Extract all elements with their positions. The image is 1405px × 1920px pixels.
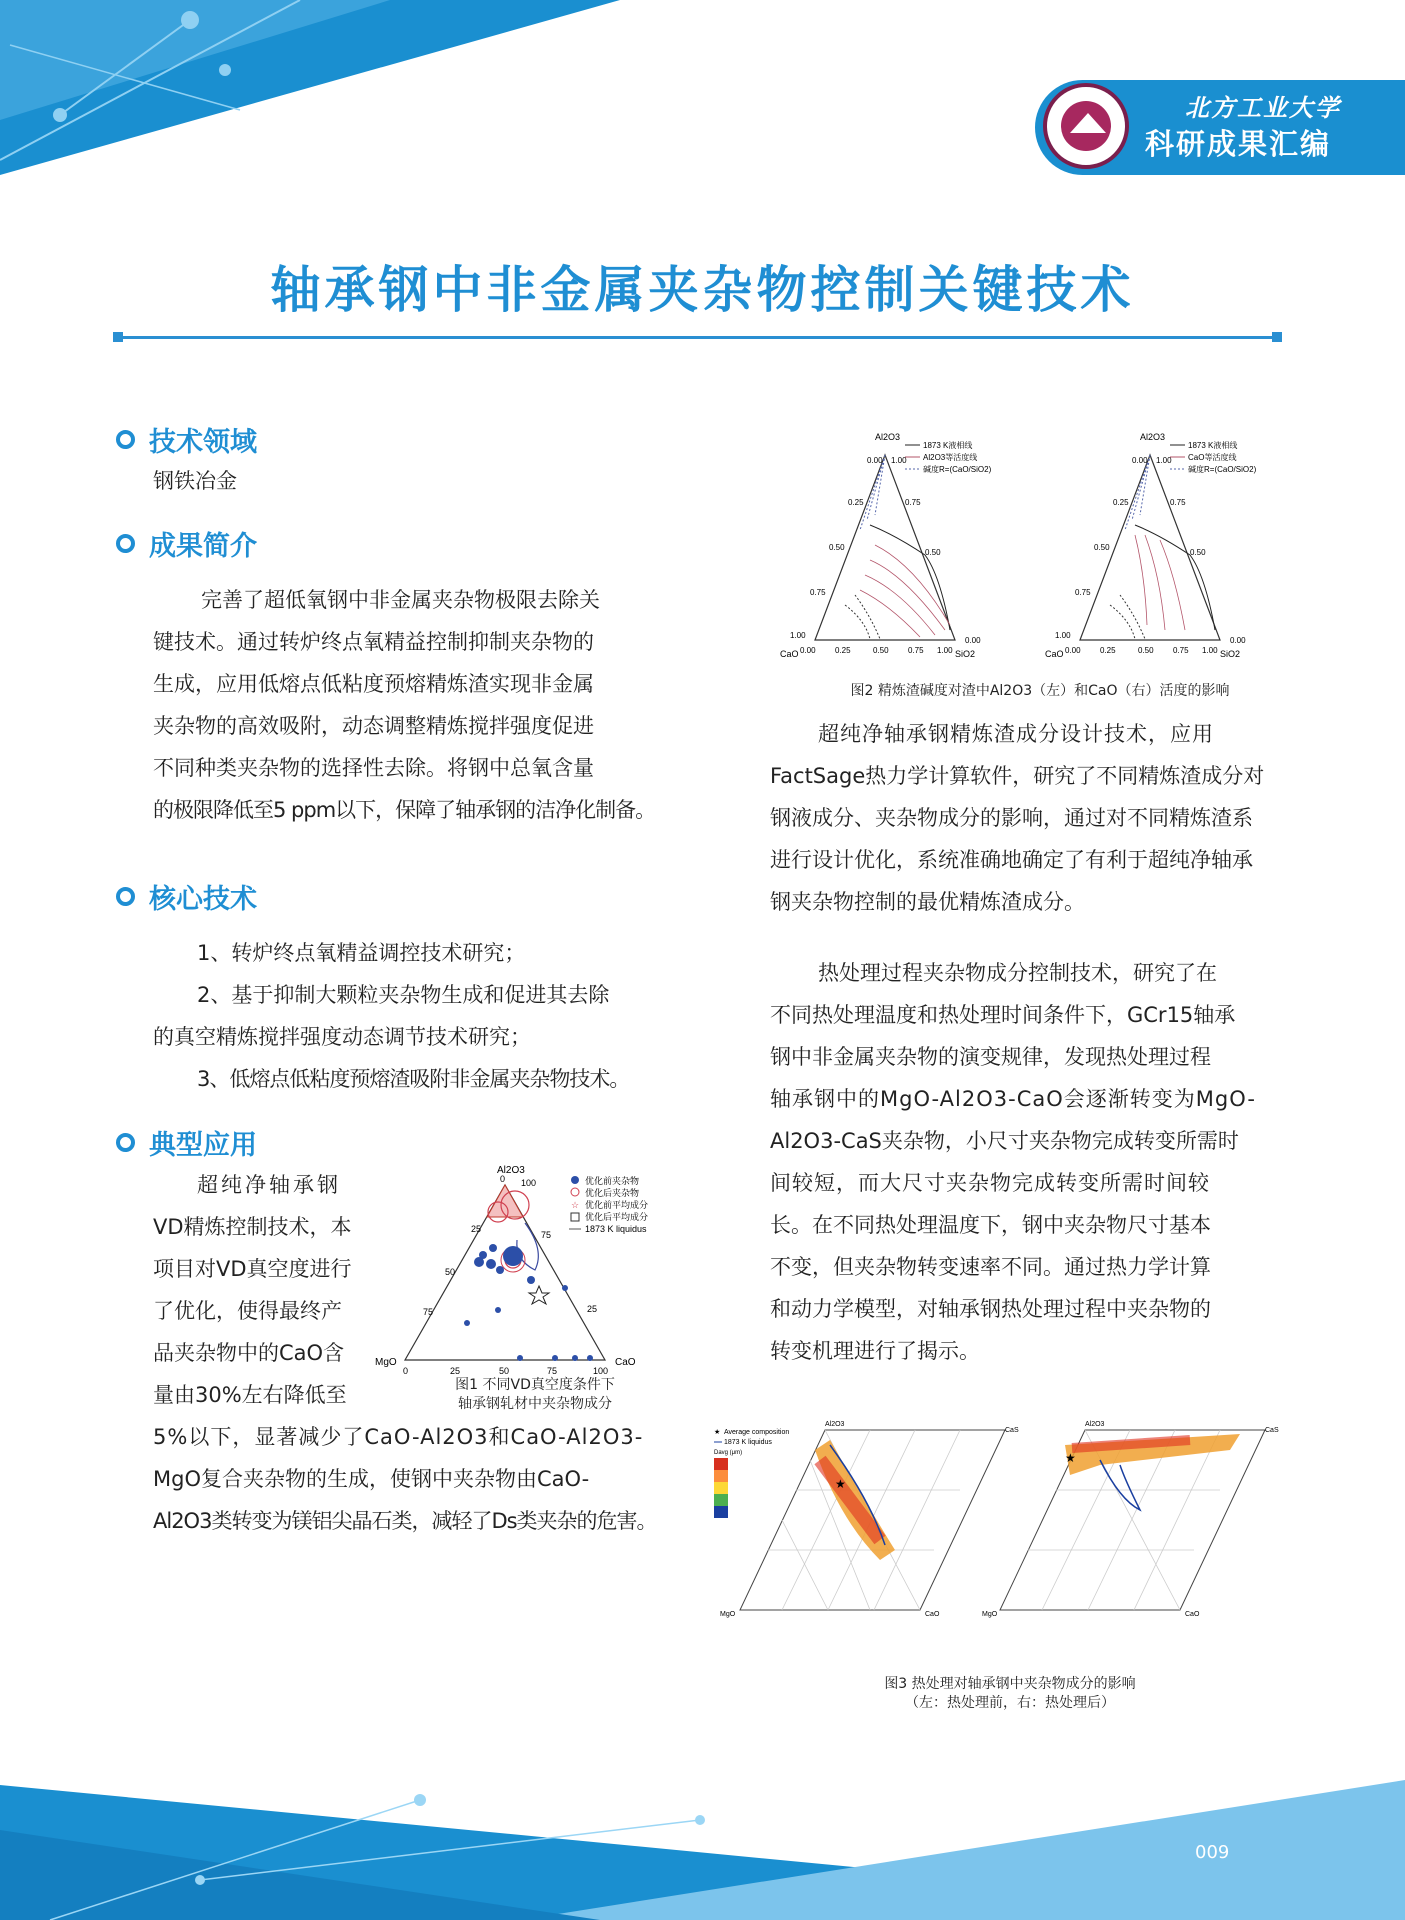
- core-list: [153, 932, 673, 1100]
- field-text: 钢铁冶金: [153, 469, 237, 493]
- fig1-tick: 100: [593, 1366, 609, 1376]
- svg-text:1.00: 1.00: [1055, 631, 1071, 640]
- svg-text:0.25: 0.25: [835, 646, 851, 655]
- figure-2-ternary-diagrams: [775, 425, 1315, 665]
- fig1-tick: 0: [403, 1366, 409, 1376]
- figure-3-caption: 图3 热处理对轴承钢中夹杂物成分的影响 （左：热处理前，右：热处理后）: [884, 1676, 1136, 1711]
- svg-text:优化前夹杂物: 优化前夹杂物: [585, 1176, 640, 1186]
- fig1-tick: 0: [500, 1174, 506, 1184]
- svg-text:1.00: 1.00: [937, 646, 953, 655]
- svg-text:0.00: 0.00: [1132, 456, 1148, 465]
- circle-bullet-icon: [116, 534, 135, 553]
- fig1-legend: [569, 1175, 648, 1234]
- svg-text:0.00: 0.00: [965, 636, 981, 645]
- university-seal-icon: [1043, 83, 1129, 169]
- brand-banner: [1035, 80, 1405, 175]
- section-heading-field: 技术领域: [116, 420, 257, 459]
- figure-3-ternary-diagrams: [714, 1420, 1300, 1620]
- svg-text:Al2O3: Al2O3: [1085, 1421, 1105, 1428]
- fig2-left-diagram: [780, 432, 992, 659]
- summary-paragraph: 完善了超低氧钢中非金属夹杂物极限去除关 键技术。通过转炉终点氧精益控制抑制夹杂物的 生成，应用低熔点低粘度预熔精炼渣实现非金属 夹杂物的高效吸附，动态调整精炼搅拌强度促进 不同种类夹杂物的选择性去除。将钢中总氧含量 的极限降低至5 ppm以下，保障了轴承钢的洁净化制备。: [153, 588, 656, 822]
- svg-text:0.00: 0.00: [1230, 636, 1246, 645]
- fig1-tick: 50: [445, 1267, 456, 1277]
- svg-text:优化后夹杂物: 优化后夹杂物: [585, 1188, 640, 1198]
- fig2-right-apex-top: Al2O3: [1140, 432, 1166, 442]
- svg-text:0.50: 0.50: [829, 543, 845, 552]
- svg-text:CaO: CaO: [1185, 1611, 1200, 1618]
- figure-1-caption: 图1 不同VD真空度条件下 轴承钢轧材中夹杂物成分: [455, 1377, 615, 1412]
- svg-text:优化后平均成分: 优化后平均成分: [585, 1212, 649, 1222]
- svg-text:Al2O3: Al2O3: [825, 1421, 845, 1428]
- svg-text:1.00: 1.00: [1156, 456, 1172, 465]
- fig2-right-apex-left: CaO: [1045, 649, 1064, 659]
- fig2-left-apex-right: SiO2: [955, 649, 976, 659]
- svg-text:1873 K液相线: 1873 K液相线: [923, 441, 973, 450]
- svg-text:0.00: 0.00: [1065, 646, 1081, 655]
- fig1-tick: 25: [587, 1304, 598, 1314]
- section-heading-core: 核心技术: [116, 877, 257, 916]
- svg-text:0.00: 0.00: [800, 646, 816, 655]
- fig1-apex-top: Al2O3: [497, 1165, 525, 1176]
- fig2-left-apex-top: Al2O3: [875, 432, 901, 442]
- svg-text:CaS: CaS: [1265, 1427, 1279, 1434]
- star-icon: ★: [1065, 1451, 1076, 1465]
- application-paragraph-wide: 5%以下，显著减少了CaO-Al2O3和CaO-Al2O3- MgO复合夹杂物的生成，使钢中夹杂物由CaO- Al2O3类转变为镁铝尖晶石类，减轻了Ds类夹杂的危害。: [153, 1425, 657, 1533]
- svg-text:碱度R=(CaO/SiO2): 碱度R=(CaO/SiO2): [923, 465, 992, 474]
- fig2-right-apex-right: SiO2: [1220, 649, 1241, 659]
- figure-1-ternary-diagram: [375, 1160, 660, 1380]
- fig3-left-legend: [714, 1428, 789, 1518]
- svg-text:0.25: 0.25: [848, 498, 864, 507]
- fig1-apex-left: MgO: [375, 1357, 397, 1368]
- svg-text:1.00: 1.00: [891, 456, 907, 465]
- svg-text:0.50: 0.50: [1190, 548, 1206, 557]
- svg-text:0.75: 0.75: [1075, 588, 1091, 597]
- fig1-tick: 75: [541, 1230, 552, 1240]
- fig1-tick: 100: [521, 1178, 537, 1188]
- fig3-left-diagram: [720, 1421, 1019, 1618]
- svg-text:1.00: 1.00: [790, 631, 806, 640]
- svg-text:0.75: 0.75: [810, 588, 826, 597]
- svg-text:MgO: MgO: [720, 1611, 736, 1618]
- svg-text:1873 K液相线: 1873 K液相线: [1188, 441, 1238, 450]
- svg-text:碱度R=(CaO/SiO2): 碱度R=(CaO/SiO2): [1188, 465, 1257, 474]
- application-paragraph-narrow: 超纯净轴承钢 VD精炼控制技术，本 项目对VD真空度进行 了优化，使得最终产 品夹杂物中的CaO含 量由30%左右降低至: [153, 1173, 352, 1407]
- series-name: 科研成果汇编: [1145, 127, 1332, 161]
- svg-text:0.50: 0.50: [925, 548, 941, 557]
- svg-text:0.00: 0.00: [867, 456, 883, 465]
- circle-bullet-icon: [116, 430, 135, 449]
- svg-text:0.25: 0.25: [1113, 498, 1129, 507]
- circle-bullet-icon: [116, 887, 135, 906]
- circle-bullet-icon: [116, 1133, 135, 1152]
- slag-design-paragraph: 超纯净轴承钢精炼渣成分设计技术，应用 FactSage热力学计算软件，研究了不同精炼渣成分对 钢液成分、夹杂物成分的影响，通过对不同精炼渣系 进行设计优化，系统准确地确定了有利于超纯净轴承 钢夹杂物控制的最优精炼渣成分。: [770, 722, 1265, 914]
- fig1-apex-right: CaO: [615, 1357, 636, 1368]
- footer-decoration: [0, 1760, 1405, 1920]
- figure-2-caption: 图2 精炼渣碱度对渣中Al2O3（左）和CaO（右）活度的影响: [850, 683, 1230, 699]
- svg-text:★: ★: [714, 1429, 721, 1436]
- heat-treatment-paragraph: 热处理过程夹杂物成分控制技术，研究了在 不同热处理温度和热处理时间条件下，GCr15轴承 钢中非金属夹杂物的演变规律，发现热处理过程 轴承钢中的MgO-Al2O3-CaO会逐渐转变为MgO- Al2O3-CaS夹杂物，小尺寸夹杂物完成转变所需时 间较短，而大尺寸夹杂物完成转变所需时间较 长。在不同热处理温度下，钢中夹杂物尺寸基本 不变，但夹杂物转变速率不同。通过热力学计算 和动力学模型，对轴承钢热处理过程中夹杂物的 转变机理进行了揭示。: [770, 961, 1256, 1363]
- section-heading-application: 典型应用: [116, 1123, 257, 1162]
- svg-text:0.50: 0.50: [1094, 543, 1110, 552]
- svg-text:1.00: 1.00: [1202, 646, 1218, 655]
- svg-text:Al2O3等活度线: Al2O3等活度线: [923, 453, 978, 462]
- title-divider: [115, 336, 1280, 339]
- list-item: 1、转炉终点氧精益调控技术研究；: [197, 941, 526, 965]
- list-item: 2、基于抑制大颗粒夹杂物生成和促进其去除: [197, 983, 610, 1007]
- fig3-right-diagram: [982, 1421, 1279, 1618]
- svg-text:0.75: 0.75: [905, 498, 921, 507]
- svg-text:0.75: 0.75: [1170, 498, 1186, 507]
- star-icon: ★: [835, 1477, 846, 1491]
- page-title: 轴承钢中非金属夹杂物控制关键技术: [270, 261, 1135, 319]
- university-name: 北方工业大学: [1185, 93, 1341, 122]
- fig2-left-apex-left: CaO: [780, 649, 799, 659]
- fig1-tick: 25: [450, 1366, 461, 1376]
- page-number: 009: [1195, 1842, 1230, 1863]
- svg-text:Average composition: Average composition: [724, 1429, 790, 1436]
- svg-text:1873 K liquidus: 1873 K liquidus: [585, 1224, 647, 1234]
- fig1-tick: 25: [471, 1224, 482, 1234]
- svg-text:0.75: 0.75: [908, 646, 924, 655]
- fig1-tick: 75: [423, 1307, 434, 1317]
- svg-text:0.50: 0.50: [873, 646, 889, 655]
- svg-text:1873 K liquidus: 1873 K liquidus: [724, 1439, 772, 1446]
- fig2-right-diagram: [1045, 432, 1257, 659]
- fig1-tick: 50: [499, 1366, 510, 1376]
- svg-text:0.50: 0.50: [1138, 646, 1154, 655]
- section-heading-summary: 成果简介: [116, 524, 257, 563]
- svg-text:CaO: CaO: [925, 1611, 940, 1618]
- fig1-tick: 75: [547, 1366, 558, 1376]
- svg-text:0.25: 0.25: [1100, 646, 1116, 655]
- svg-text:CaS: CaS: [1005, 1427, 1019, 1434]
- svg-text:优化前平均成分: 优化前平均成分: [585, 1200, 649, 1210]
- svg-text:CaO等活度线: CaO等活度线: [1188, 453, 1237, 462]
- svg-text:☆: ☆: [571, 1200, 580, 1210]
- svg-text:MgO: MgO: [982, 1611, 998, 1618]
- svg-text:0.75: 0.75: [1173, 646, 1189, 655]
- list-item: 的真空精炼搅拌强度动态调节技术研究；: [153, 1025, 531, 1049]
- svg-text:Davg (μm): Davg (μm): [714, 1450, 743, 1456]
- list-item: 3、低熔点低粘度预熔渣吸附非金属夹杂物技术。: [197, 1067, 630, 1091]
